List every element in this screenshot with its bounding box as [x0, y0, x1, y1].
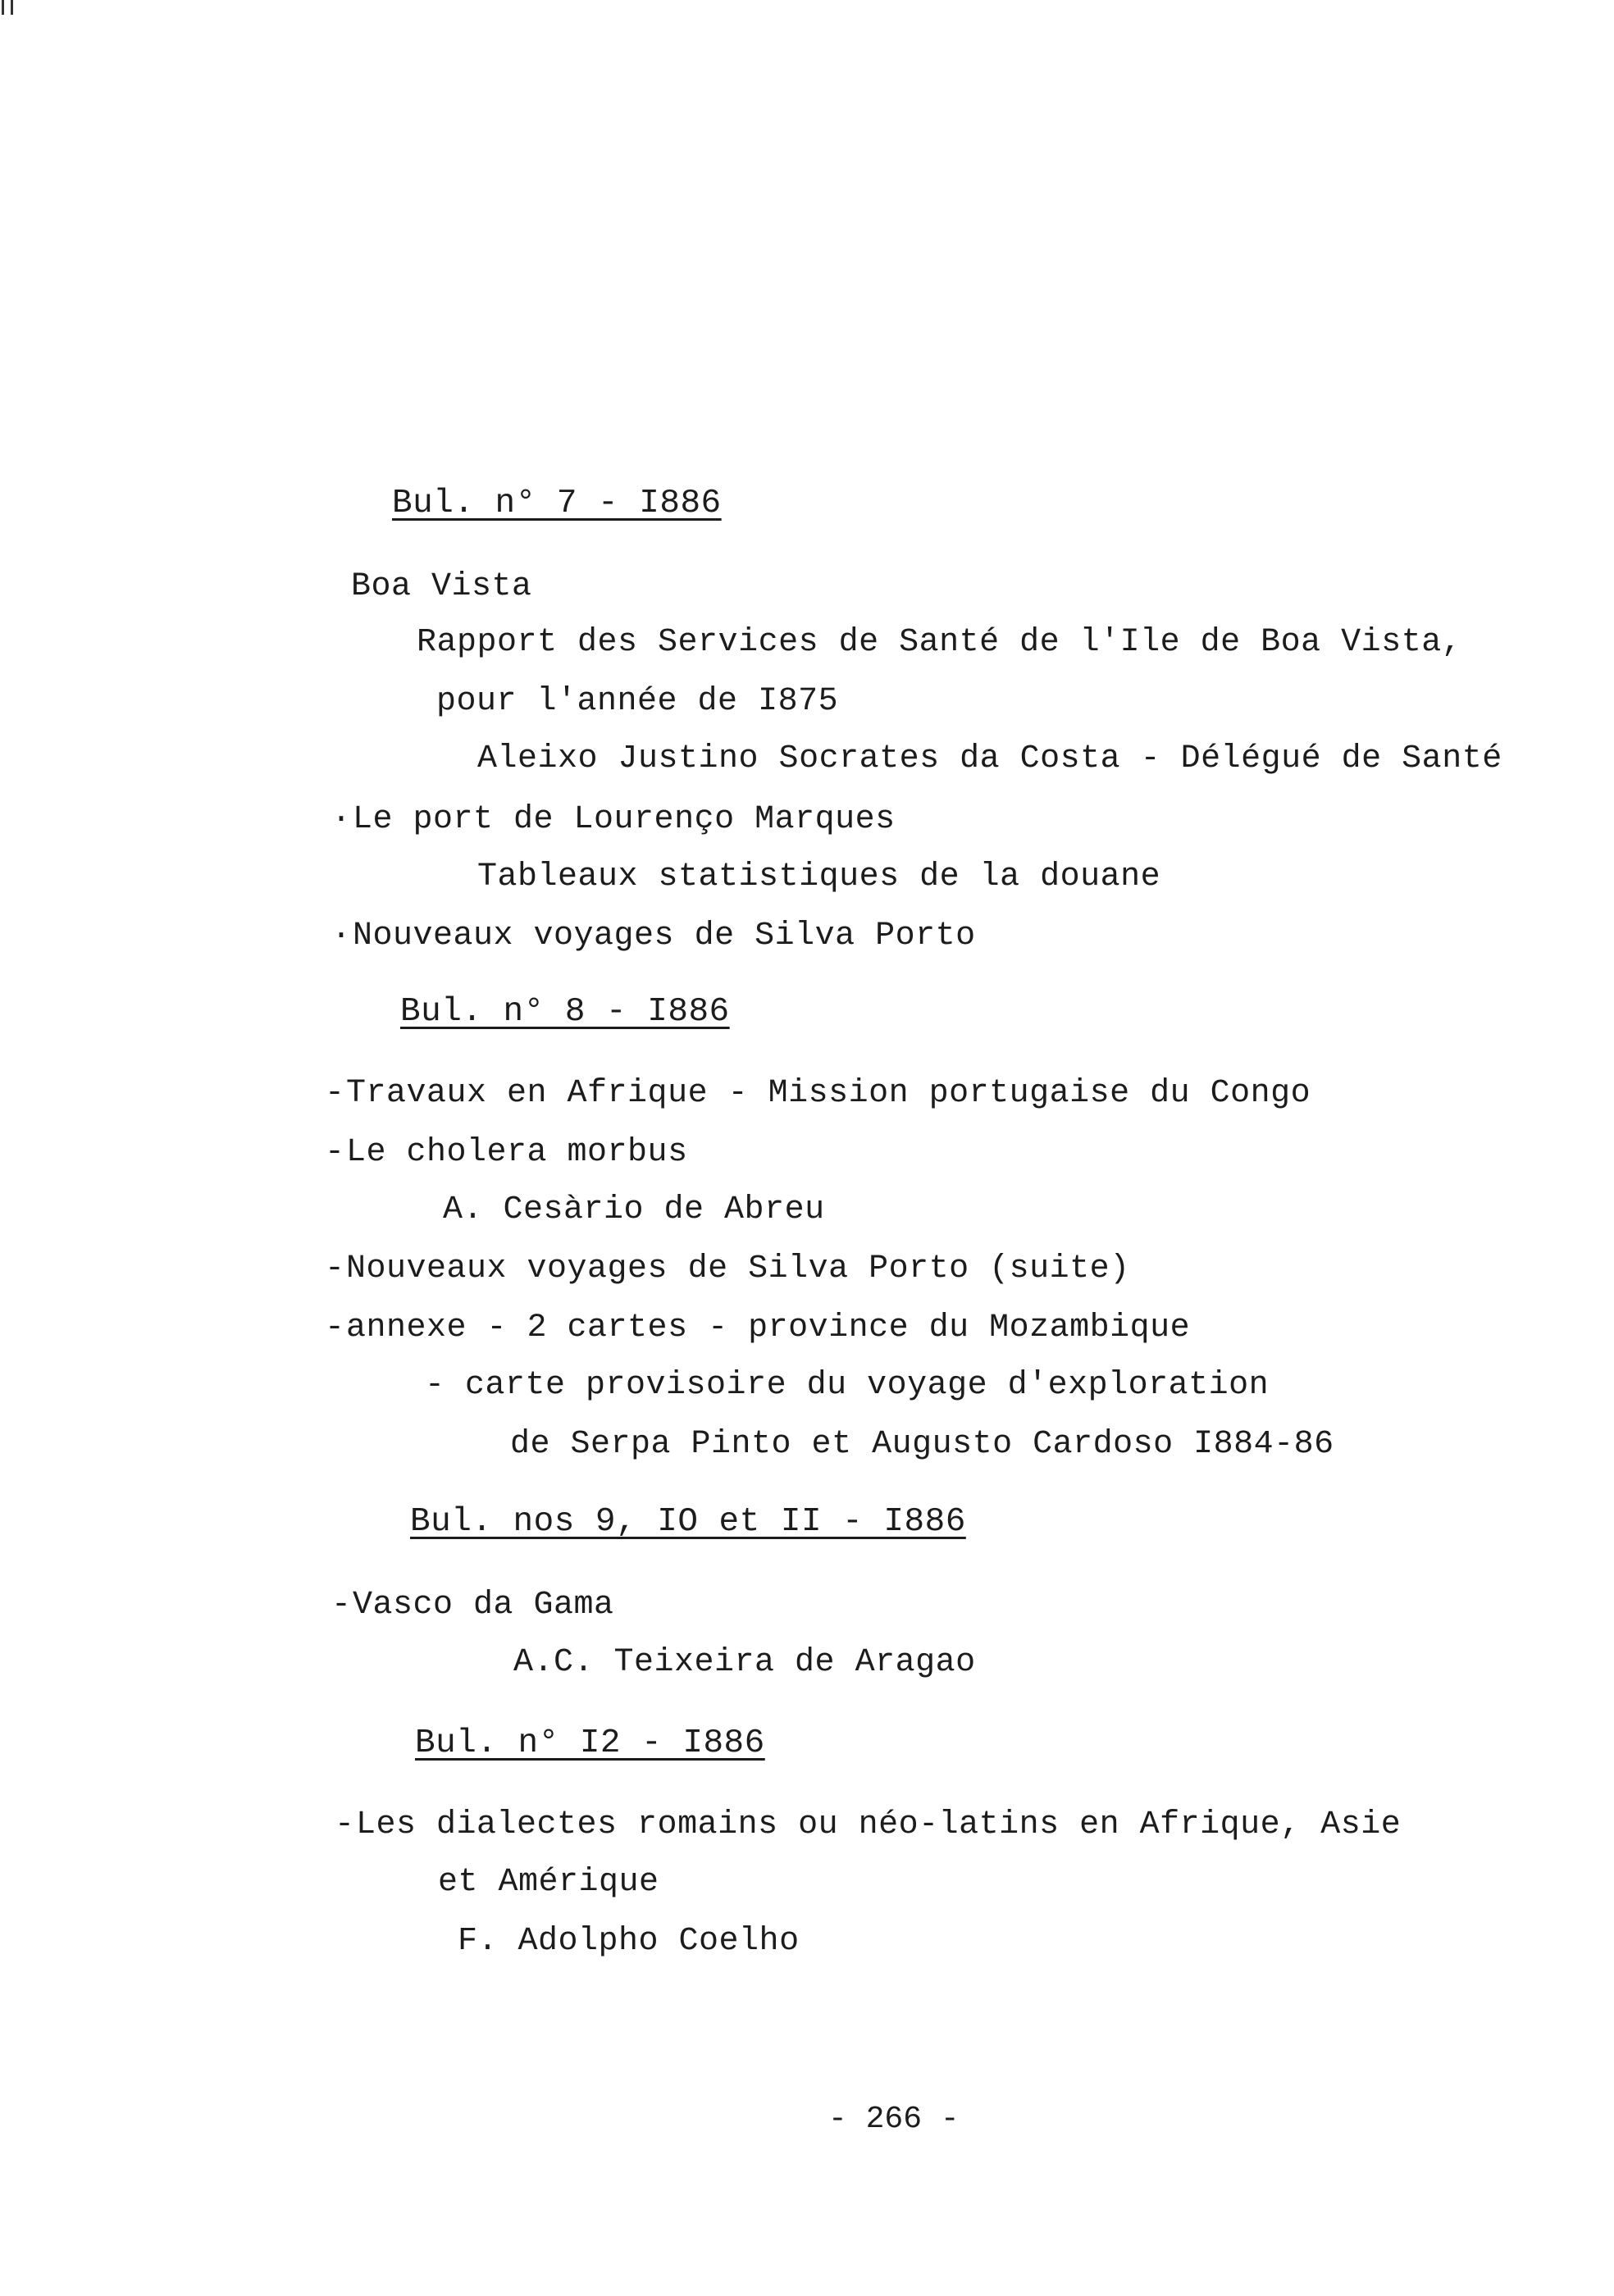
- entry-text: Les dialectes romains ou néo-latins en Afrique, Asie: [356, 1806, 1402, 1843]
- entry-author: A. Cesàrio de Abreu: [443, 1191, 825, 1228]
- entry-text: Le port de Lourenço Marques: [353, 801, 896, 838]
- entry-continuation: de Serpa Pinto et Augusto Cardoso I884-86: [510, 1426, 1334, 1463]
- entry-author: A.C. Teixeira de Aragao: [513, 1644, 976, 1681]
- bullet-marker: -: [325, 1075, 345, 1112]
- bullet-marker: -: [325, 1134, 345, 1171]
- bullet-marker: -: [325, 1310, 345, 1346]
- entry-title: [325, 1309, 1190, 1348]
- bullet-marker: -: [325, 1250, 345, 1287]
- entry-title: [331, 800, 896, 840]
- entry-title: Boa Vista: [351, 568, 532, 605]
- entry-continuation: et Amérique: [438, 1864, 659, 1901]
- entry-text: Le cholera morbus: [346, 1134, 688, 1171]
- entry-continuation: pour l'année de I875: [436, 683, 839, 720]
- entry-text: Vasco da Gama: [353, 1587, 614, 1624]
- section-heading-bul-8: Bul. n° 8 - I886: [400, 993, 730, 1031]
- entry-author: Aleixo Justino Socrates da Costa - Délégué de Santé: [477, 740, 1502, 777]
- entry-author: F. Adolpho Coelho: [458, 1923, 800, 1960]
- entry-title: [331, 1586, 614, 1625]
- entry-text: Travaux en Afrique - Mission portugaise du Congo: [346, 1075, 1311, 1112]
- entry-title: [325, 1133, 688, 1173]
- section-heading-bul-12: Bul. n° I2 - I886: [415, 1724, 765, 1762]
- entry-text: annexe - 2 cartes - province du Mozambique: [346, 1310, 1191, 1346]
- entry-text: Nouveaux voyages de Silva Porto (suite): [346, 1250, 1130, 1287]
- entry-subtitle: Tableaux statistiques de la douane: [477, 859, 1161, 895]
- entry-title: [331, 917, 976, 956]
- page-number: - 266 -: [828, 2102, 960, 2137]
- bullet-marker: ·: [331, 801, 352, 838]
- entry-subtitle: - carte provisoire du voyage d'exploration: [425, 1367, 1270, 1404]
- section-heading-bul-9-10-11: Bul. nos 9, IO et II - I886: [410, 1503, 966, 1541]
- section-heading-bul-7: Bul. n° 7 - I886: [392, 485, 722, 522]
- entry-text: Nouveaux voyages de Silva Porto: [353, 918, 976, 954]
- entry-title: Rapport des Services de Santé de l'Ile de Boa Vista,: [417, 624, 1462, 661]
- scan-corner-mark: [2, 0, 13, 15]
- entry-title: [325, 1074, 1311, 1114]
- entry-title: [335, 1806, 1401, 1845]
- bullet-marker: -: [331, 1587, 352, 1624]
- bullet-marker: ·: [331, 918, 352, 954]
- bullet-marker: -: [335, 1806, 355, 1843]
- entry-title: [325, 1250, 1130, 1289]
